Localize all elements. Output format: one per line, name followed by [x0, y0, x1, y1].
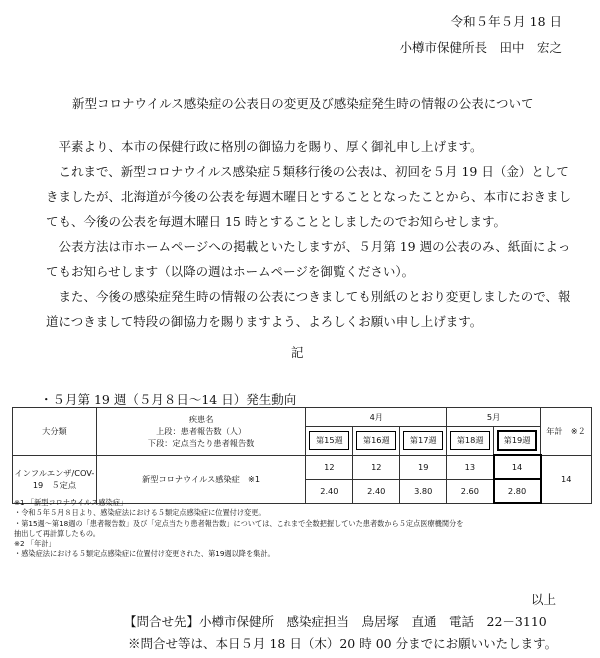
- paragraph-schedule-change: これまで、新型コロナウイルス感染症５類移行後の公表は、初回を５月 19 日（金）としてきましたが、北海道が今後の公表を毎週木曜日とすることとなったことから、本市におきましても、今後の公表を毎週木曜日 15 時とすることとしましたのでお知らせします。: [46, 164, 572, 229]
- header-disease-name: 疾患名: [188, 414, 214, 425]
- week-header: 第16週: [353, 427, 400, 456]
- footnote-line: ・令和５年５月８日より、感染症法における５類定点感染症に位置付け変更。: [14, 508, 266, 518]
- document-date: 令和５年５月 18 日: [450, 14, 562, 29]
- inquiry-deadline: ※問合せ等は、本日５月 18 日（木）20 時 00 分までにお願いいたします。: [128, 636, 558, 651]
- rate-cell: 2.40: [353, 479, 400, 503]
- count-cell: 12: [353, 455, 400, 479]
- ki-heading: 記: [291, 345, 304, 360]
- week-header: 第19週: [494, 427, 541, 456]
- paragraph-greeting: 平素より、本市の保健行政に格別の御協力を賜り、厚く御礼申し上げます。: [58, 139, 483, 154]
- week-header: 第17週: [400, 427, 447, 456]
- footnote-line: 抽出して再計算したもの。: [14, 528, 100, 538]
- body-text: [46, 134, 574, 334]
- header-disease: [96, 408, 306, 456]
- contact-info: 【問合せ先】小樽市保健所 感染症担当 鳥居塚 直通 電話 22－3110: [124, 614, 547, 629]
- row-disease: 新型コロナウイルス感染症 ※1: [96, 455, 306, 503]
- header-disease-lower: 下段：定点当たり患者報告数: [147, 438, 255, 449]
- count-cell: 19: [400, 455, 447, 479]
- count-cell: 12: [306, 455, 353, 479]
- rate-cell: 2.60: [447, 479, 494, 503]
- count-cell: 13: [447, 455, 494, 479]
- footnote-line: ※1 「新型コロナウイルス感染症」: [14, 498, 128, 507]
- week-header: 第18週: [447, 427, 494, 456]
- count-cell-current: 14: [494, 455, 541, 479]
- annual-total: 14: [541, 455, 592, 503]
- header-disease-upper: 上段：患者報告数（人）: [156, 426, 247, 437]
- header-category: 大分類: [13, 408, 97, 456]
- header-annual: 年計 ※２: [541, 408, 592, 456]
- footnote-line: ※2 「年計」: [14, 539, 56, 549]
- closing-mark: 以上: [530, 592, 556, 607]
- rate-cell: 2.40: [306, 479, 353, 503]
- rate-cell-current: 2.80: [494, 479, 541, 503]
- paragraph-publication-method: 公表方法は市ホームページへの掲載といたしますが、５月第 19 週の公表のみ、紙面によってもお知らせします（以降の週はホームページを御覧ください）。: [46, 239, 571, 279]
- row-category: インフルエンザ/COV-19 ５定点: [13, 455, 97, 503]
- header-month-april: 4月: [306, 408, 447, 427]
- header-month-may: 5月: [447, 408, 541, 427]
- rate-cell: 3.80: [400, 479, 447, 503]
- section-title: ・５月第 19 週（５月８日～14 日）発生動向: [40, 392, 297, 407]
- issuer-name: 小樽市保健所長 田中 宏之: [399, 40, 562, 55]
- footnote-line: ・第15週～第18週の「患者報告数」及び「定点当たり患者報告数」については、これまで全数把握していた患者数から５定点医療機関分を: [14, 518, 464, 528]
- footnote-line: ・感染症法における５類定点感染症に位置付け変更された、第19週以降を集計。: [14, 549, 275, 559]
- paragraph-request: また、今後の感染症発生時の情報の公表につきましても別紙のとおり変更しましたので、報道につきまして特段の御協力を賜りますよう、よろしくお願い申し上げます。: [46, 289, 571, 329]
- footnotes: [14, 498, 463, 560]
- trend-table: [12, 407, 592, 504]
- document-title: 新型コロナウイルス感染症の公表日の変更及び感染症発生時の情報の公表について: [72, 96, 534, 111]
- week-header: 第15週: [306, 427, 353, 456]
